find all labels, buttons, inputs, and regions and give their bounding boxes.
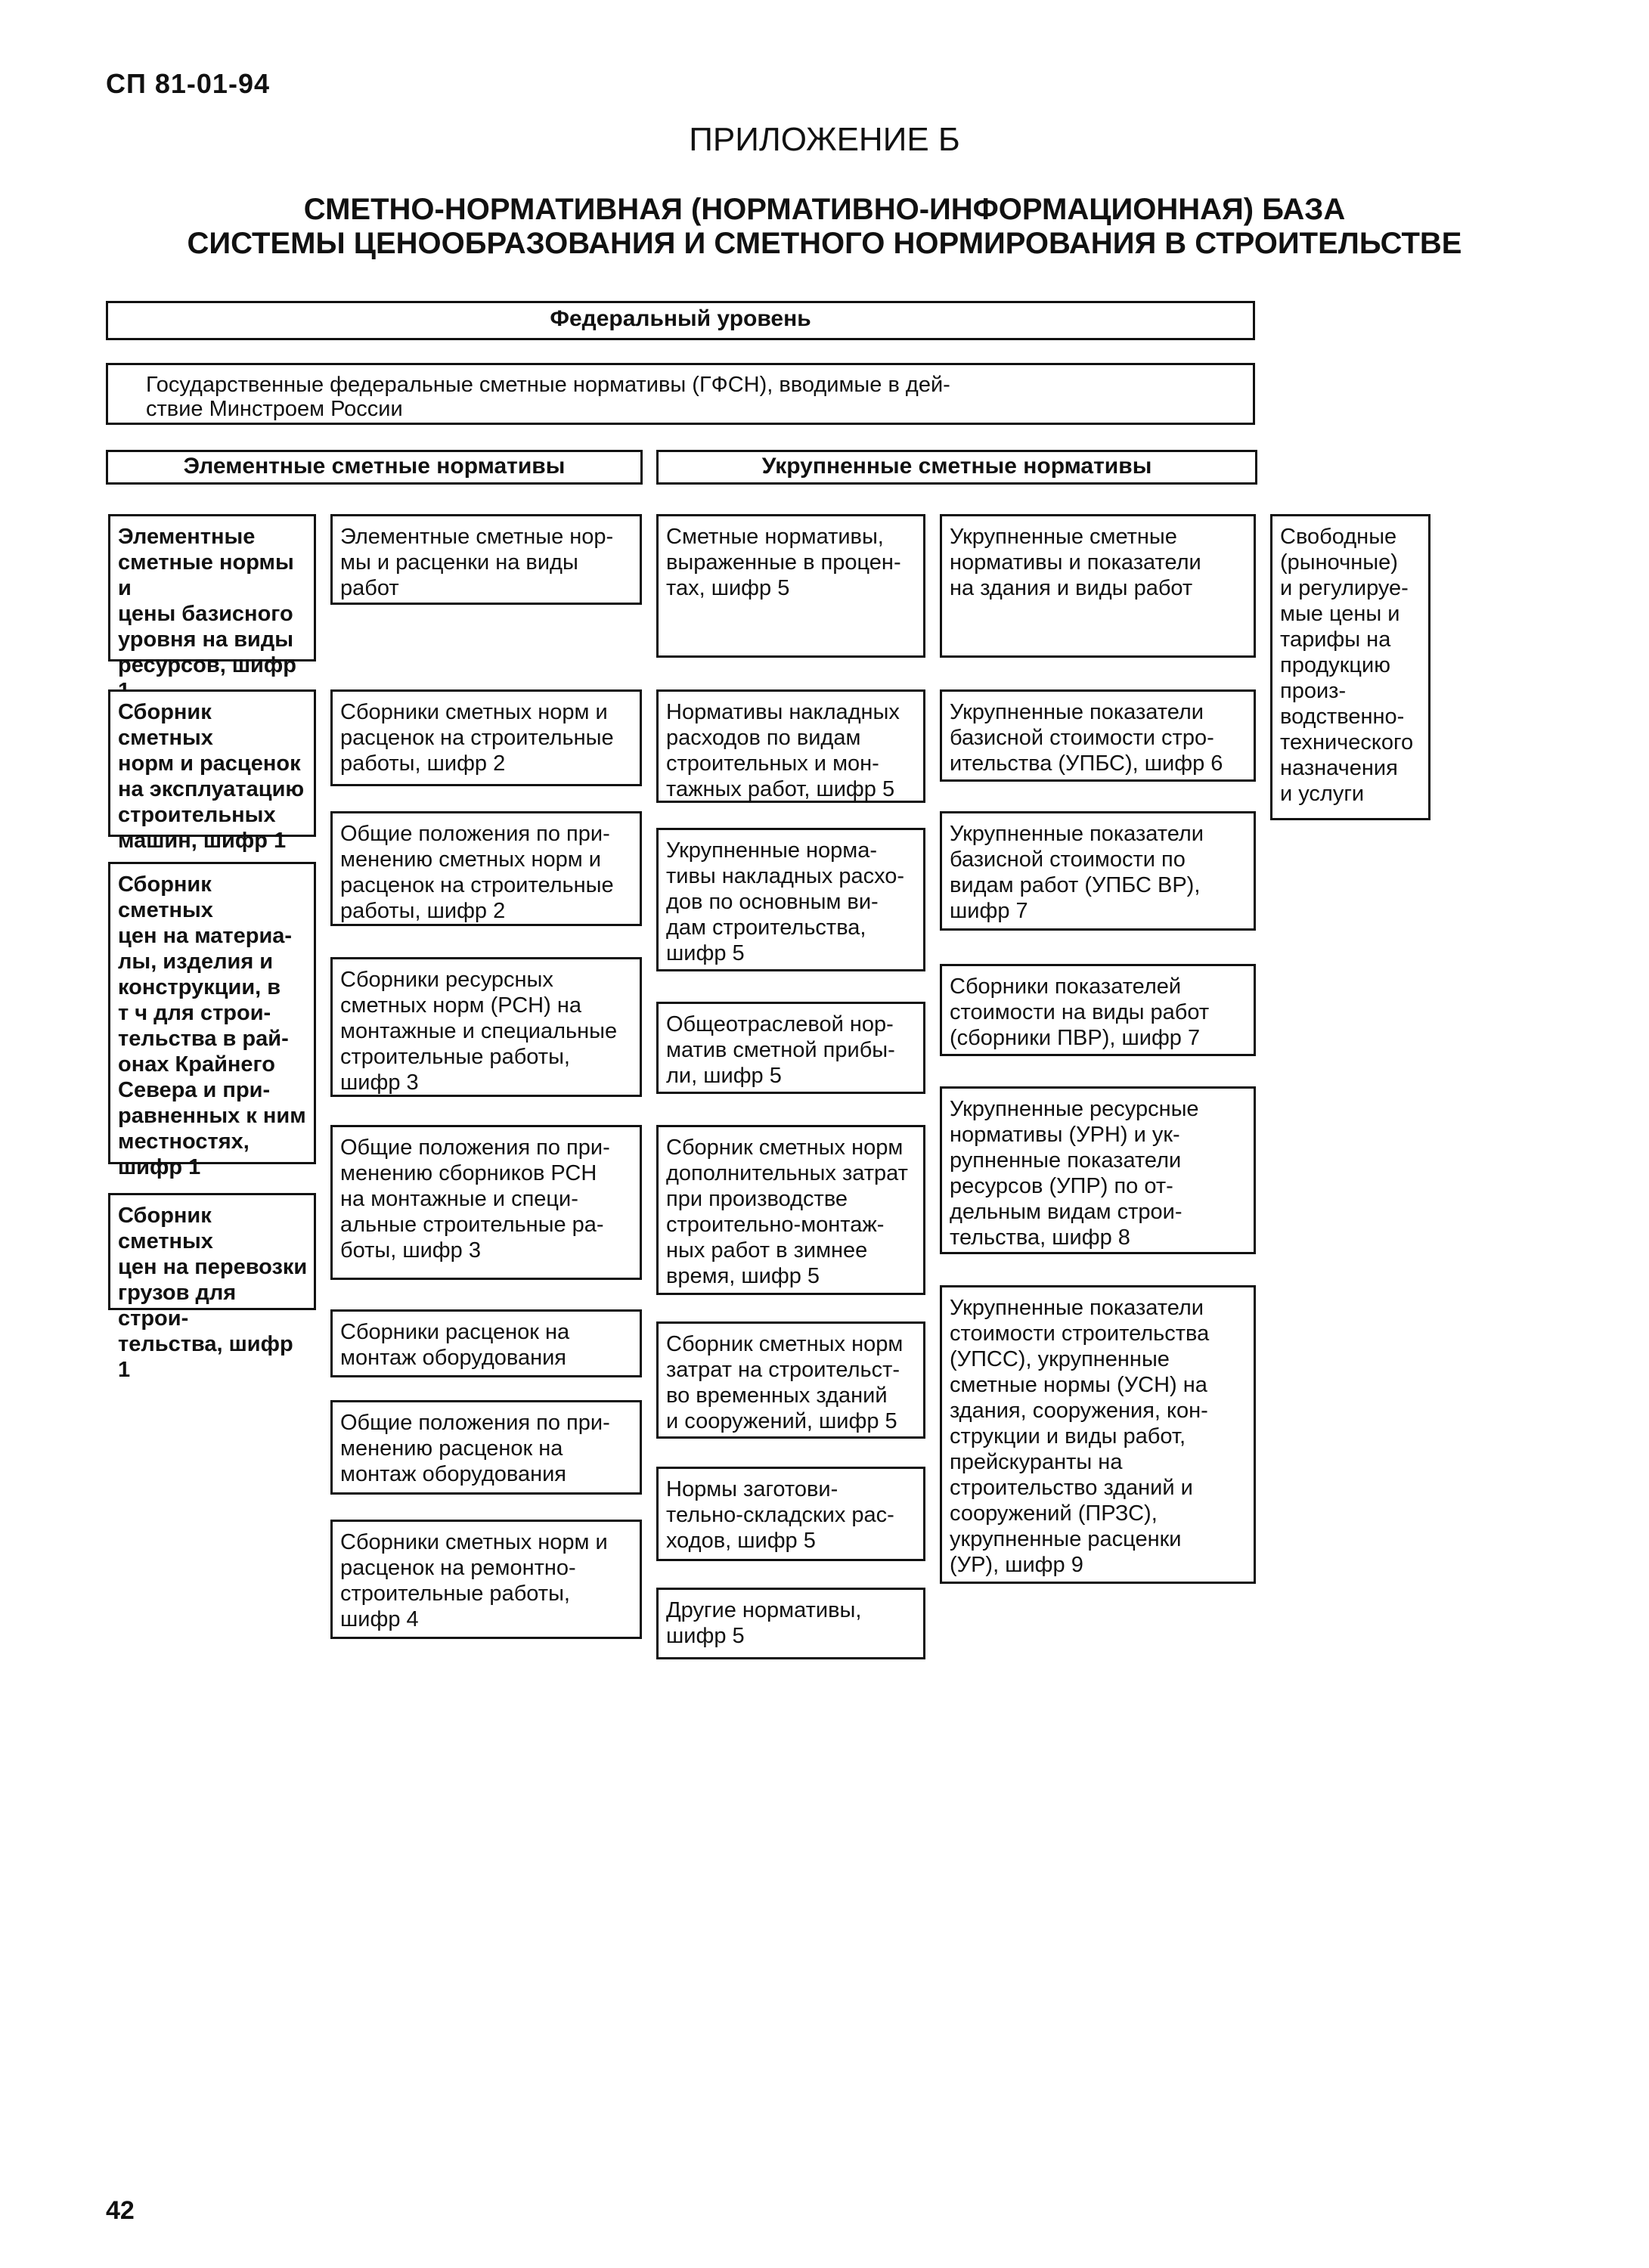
col2-box-7: Общие положения по при- менению расценок на монтаж оборудования bbox=[330, 1400, 642, 1495]
elemental-group-label: Элементные сметные нормативы bbox=[183, 454, 566, 479]
gfsn-box: Государственные федеральные сметные нормативы (ГФСН), вводимые в дей- ствие Минстроем России bbox=[106, 363, 1255, 425]
appendix-label: ПРИЛОЖЕНИЕ Б bbox=[689, 121, 960, 158]
col3-box-6: Сборник сметных норм затрат на строительст- во временных зданий и сооружений, шифр 5 bbox=[656, 1321, 925, 1439]
federal-level-box bbox=[106, 301, 1255, 340]
col1-box-4: Сборник сметных цен на перевозки грузов для строи- тельства, шифр 1 bbox=[108, 1193, 316, 1310]
col1-box-3: Сборник сметных цен на материа- лы, изделия и конструкции, в т ч для строи- тельства в рай- онах Крайнего Севера и при- равненных к ним местностях, шифр 1 bbox=[108, 862, 316, 1164]
col4-box-4: Сборники показателей стоимости на виды работ (сборники ПВР), шифр 7 bbox=[940, 964, 1256, 1056]
title-line-2: СИСТЕМЫ ЦЕНООБРАЗОВАНИЯ И СМЕТНОГО НОРМИРОВАНИЯ В СТРОИТЕЛЬСТВЕ bbox=[187, 227, 1462, 260]
col2-box-2: Сборники сметных норм и расценок на строительные работы, шифр 2 bbox=[330, 689, 642, 786]
col4-box-1: Укрупненные сметные нормативы и показатели на здания и виды работ bbox=[940, 514, 1256, 658]
col3-box-3: Укрупненные норма- тивы накладных расхо- дов по основным ви- дам строительства, шифр 5 bbox=[656, 828, 925, 971]
col4-box-2: Укрупненные показатели базисной стоимости стро- ительства (УПБС), шифр 6 bbox=[940, 689, 1256, 782]
col3-box-7: Нормы заготови- тельно-складских рас- ходов, шифр 5 bbox=[656, 1467, 925, 1561]
col2-box-6: Сборники расценок на монтаж оборудования bbox=[330, 1309, 642, 1377]
col2-box-5: Общие положения по при- менению сборников РСН на монтажные и специ- альные строительные ра- боты, шифр 3 bbox=[330, 1125, 642, 1280]
document-code: СП 81-01-94 bbox=[106, 68, 270, 99]
federal-level-label: Федеральный уровень bbox=[550, 306, 811, 331]
col3-box-4: Общеотраслевой нор- матив сметной прибы- ли, шифр 5 bbox=[656, 1002, 925, 1094]
col2-box-3: Общие положения по при- менению сметных норм и расценок на строительные работы, шифр 2 bbox=[330, 811, 642, 926]
col4-box-5: Укрупненные ресурсные нормативы (УРН) и ук- рупненные показатели ресурсов (УПР) по от- дельным видам строи- тельства, шифр 8 bbox=[940, 1086, 1256, 1254]
col3-box-2: Нормативы накладных расходов по видам строительных и мон- тажных работ, шифр 5 bbox=[656, 689, 925, 803]
col4-box-3: Укрупненные показатели базисной стоимости по видам работ (УПБС ВР), шифр 7 bbox=[940, 811, 1256, 931]
col1-box-1: Элементные сметные нормы и цены базисного уровня на виды ресурсов, шифр bbox=[108, 514, 316, 662]
col3-box-1: Сметные нормативы, выраженные в процен- тах, шифр 5 bbox=[656, 514, 925, 658]
page-number: 42 bbox=[106, 2196, 135, 2225]
col3-box-8: Другие нормативы, шифр 5 bbox=[656, 1588, 925, 1659]
col2-box-8: Сборники сметных норм и расценок на ремонтно- строительные работы, шифр 4 bbox=[330, 1520, 642, 1639]
elemental-group-box bbox=[106, 450, 643, 485]
aggregated-group-label: Укрупненные сметные нормативы bbox=[761, 454, 1152, 479]
col4-box-6: Укрупненные показатели стоимости строительства (УПСС), укрупненные сметные нормы (УСН) на здания, сооружения, кон- струкции и виды работ, прейскуранты на строительство зданий и сооружений (ПРЗС), укрупненные расценки (УР), шифр 9 bbox=[940, 1285, 1256, 1584]
col2-box-4: Сборники ресурсных сметных норм (РСН) на монтажные и специальные строительные работы, шифр 3 bbox=[330, 957, 642, 1097]
col1-box-2: Сборник сметных норм и расценок на эксплуатацию строительных машин, шифр 1 bbox=[108, 689, 316, 837]
col3-box-5: Сборник сметных норм дополнительных затрат при производстве строительно-монтаж- ных работ в зимнее время, шифр 5 bbox=[656, 1125, 925, 1295]
aggregated-group-box bbox=[656, 450, 1257, 485]
col2-box-1: Элементные сметные нор- мы и расценки на виды работ bbox=[330, 514, 642, 605]
col5-box-1: Свободные (рыночные) и регулируе- мые цены и тарифы на продукцию произ- водственно- технического назначения и услуги bbox=[1270, 514, 1430, 820]
title-line-1: СМЕТНО-НОРМАТИВНАЯ (НОРМАТИВНО-ИНФОРМАЦИОННАЯ) БАЗА bbox=[303, 193, 1346, 226]
